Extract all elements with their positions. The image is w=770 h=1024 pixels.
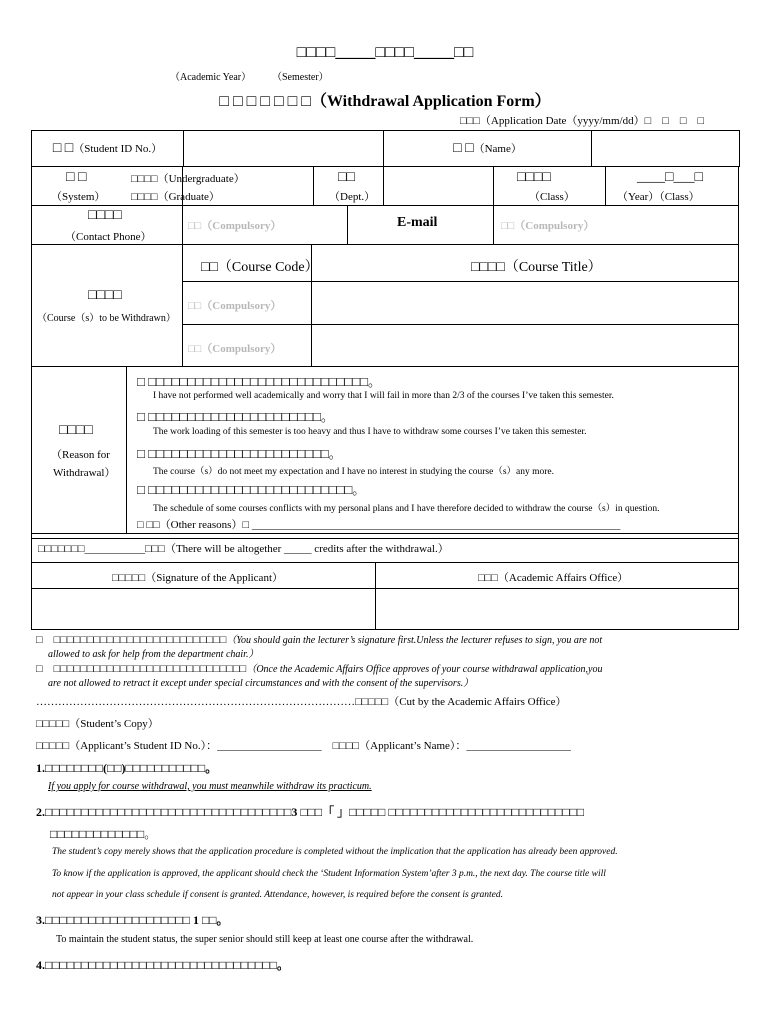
reason-3-checkbox[interactable]: □ □□□□□□□□□□□□□□□□□□□□□□□。 — [137, 446, 342, 461]
class-label-cn: □□□□ — [517, 170, 551, 185]
dept-label-cn: □□ — [338, 170, 355, 185]
reason-4-en: The schedule of some courses conflicts with my personal plans and I have therefore decided to withdraw the course（s）in question. — [153, 504, 660, 514]
academic-year-label: （Academic Year） — [170, 72, 252, 83]
email-field[interactable]: □□（Compulsory） — [501, 220, 595, 232]
credits-text: □□□□□□□___________□□□（There will be altogether _____ credits after the withdrawal.） — [38, 543, 449, 555]
cut-line: ……………………………………………………………………………□□□□□（Cut by the Academic Affairs Office） — [36, 696, 567, 708]
item-2-en-2: To know if the application is approved, the applicant should check the ‘Student Information System’after 3 p.m., the next day. The course title will — [52, 869, 606, 879]
undergraduate-checkbox[interactable]: □□□□（Undergraduate） — [131, 173, 245, 185]
student-id-field[interactable] — [184, 131, 384, 167]
other-reasons-checkbox[interactable]: □ □□（Other reasons）□ ___________________________________________________________________ — [137, 519, 621, 531]
year-class-en: （Year）（Class） — [617, 191, 700, 203]
reason-2-checkbox[interactable]: □ □□□□□□□□□□□□□□□□□□□□□□。 — [137, 409, 334, 424]
note-1: □ □□□□□□□□□□□□□□□□□□□□□□□□□□（You should gain the lecturer’s signature first.Unless the lecturer refuses to sign, you are not — [36, 634, 603, 646]
class-label-en: （Class） — [529, 191, 575, 203]
phone-field[interactable]: □□（Compulsory） — [188, 220, 282, 232]
form-body — [31, 166, 739, 540]
academic-office-field[interactable] — [376, 589, 738, 628]
note-2: □ □□□□□□□□□□□□□□□□□□□□□□□□□□□□□（Once the Academic Affairs Office approves of your course withdrawal application,you — [36, 663, 603, 675]
item-1: 1.□□□□□□□□(□□)□□□□□□□□□□□。 — [36, 761, 218, 775]
year-class-field[interactable]: ____□___□ — [637, 170, 703, 185]
reason-label-en-1: （Reason for — [51, 449, 110, 461]
system-label-cn: □ □ — [66, 170, 87, 185]
system-label-en: （System） — [51, 191, 106, 203]
item-4: 4.□□□□□□□□□□□□□□□□□□□□□□□□□□□□□□□□。 — [36, 958, 289, 972]
form-title-cn: □ □ □ □ □ □ □（ — [219, 93, 327, 110]
item-3: 3.□□□□□□□□□□□□□□□□□□□□ 1 □□。 — [36, 913, 229, 927]
courses-label-cn: □□□□ — [88, 288, 122, 303]
item-2-en-1: The student’s copy merely shows that the application procedure is completed without the implication that the application has already been approved. — [52, 847, 618, 857]
note-2-cont: are not allowed to retract it except under special circumstances and with the consent of the supervisors.） — [48, 678, 474, 689]
academic-office-label: □□□（Academic Affairs Office） — [478, 572, 629, 584]
form-title-en: Withdrawal Application Form — [326, 93, 535, 110]
item-1-en: If you apply for course withdrawal, you must meanwhile withdraw its practicum. — [48, 781, 372, 792]
item-3-en: To maintain the student status, the super senior should still keep at least one course after the withdrawal. — [56, 934, 474, 945]
name-field[interactable] — [592, 131, 740, 167]
course-code-header: □□（Course Code） — [201, 260, 319, 275]
title-line: □□□□_____□□□□_____□□ — [296, 44, 474, 61]
name-label: □ □（Name） — [384, 131, 592, 167]
form-title-end: ） — [534, 93, 551, 110]
phone-label-cn: □□□□ — [88, 208, 122, 223]
reason-1-checkbox[interactable]: □ □□□□□□□□□□□□□□□□□□□□□□□□□□□□。 — [137, 374, 381, 389]
reason-2-en: The work loading of this semester is too heavy and thus I have to withdraw some courses I’ve taken this semester. — [153, 427, 587, 437]
student-copy-label: □□□□□（Student’s Copy） — [36, 718, 159, 730]
reason-4-checkbox[interactable]: □ □□□□□□□□□□□□□□□□□□□□□□□□□□。 — [137, 482, 366, 497]
applicant-signature-field[interactable] — [32, 589, 374, 628]
semester-label: （Semester） — [272, 72, 329, 83]
reason-label-en-2: Withdrawal） — [53, 467, 116, 479]
applicant-id-name-line: □□□□□（Applicant’s Student ID No.）：___________________ □□□□（Applicant’s Name）：___________________ — [36, 740, 571, 752]
course-title-header: □□□□（Course Title） — [471, 260, 602, 275]
withdrawal-form-table — [31, 130, 740, 167]
reason-3-en: The course（s）do not meet my expectation and I have no interest in studying the course（s）any more. — [153, 467, 555, 477]
phone-label-en: （Contact Phone） — [65, 231, 152, 243]
form-title — [0, 88, 770, 111]
dept-label-en: （Dept.） — [329, 191, 376, 203]
item-2-en-3: not appear in your class schedule if consent is granted. Attendance, however, is required before the consent is granted. — [52, 890, 503, 900]
course-code-field-2[interactable]: □□（Compulsory） — [188, 343, 282, 355]
applicant-signature-label: □□□□□（Signature of the Applicant） — [112, 572, 283, 584]
item-2: 2.□□□□□□□□□□□□□□□□□□□□□□□□□□□□□□□□□□3 □□□「 」□□□□□ □□□□□□□□□□□□□□□□□□□□□□□□□□□ — [36, 805, 585, 819]
courses-label-en: （Course（s）to be Withdrawn） — [37, 313, 176, 324]
course-code-field-1[interactable]: □□（Compulsory） — [188, 300, 282, 312]
graduate-checkbox[interactable]: □□□□（Graduate） — [131, 191, 220, 203]
note-1-cont: allowed to ask for help from the department chair.） — [48, 649, 259, 660]
reason-label-cn: □□□□ — [59, 423, 93, 438]
item-2-cont: □□□□□□□□□□□□□。 — [50, 827, 157, 841]
application-date: □□□（Application Date（yyyy/mm/dd）□ □ □ □ — [460, 115, 705, 127]
email-label: E-mail — [397, 215, 438, 230]
reason-1-en: I have not performed well academically and worry that I will fail in more than 2/3 of the courses I’ve taken this semester. — [153, 391, 614, 401]
student-id-label: □ □（Student ID No.） — [32, 131, 184, 167]
